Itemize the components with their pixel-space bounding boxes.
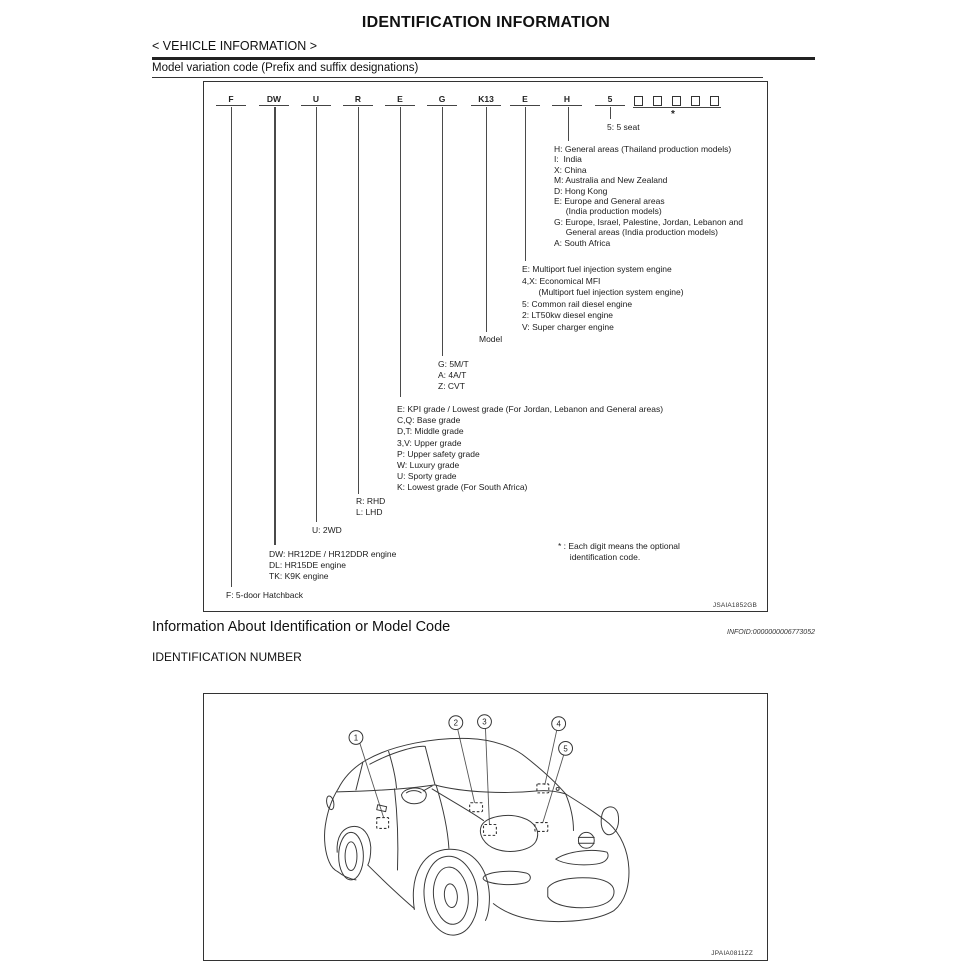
code-seat: 5	[595, 94, 625, 106]
subheading-divider	[152, 77, 763, 78]
info-heading: Information About Identification or Model Code	[152, 619, 451, 635]
tree-line-drive	[316, 107, 317, 522]
tree-line-grade	[400, 107, 401, 397]
legend-engine-type: E: Multiport fuel injection system engine 4,X: Economical MFI (Multiport fuel injection system engine) 5: Common rail diesel engine 2: LT50kw diesel engine V: Super charger engine	[522, 264, 684, 332]
page-title: IDENTIFICATION INFORMATION	[361, 14, 611, 31]
optional-digit-box	[653, 96, 662, 106]
callout-5: 5	[563, 744, 568, 754]
figure-code: JPAIA0811ZZ	[711, 950, 753, 957]
callout-4: 4	[556, 719, 561, 729]
legend-destination: H: General areas (Thailand production models) I: India X: China M: Australia and New Zealand D: Hong Kong E: Europe and General areas (India production models) G: Europe, Israel, Palestine, Jordan, Lebanon and General areas (India production models) A: South Africa	[554, 144, 744, 248]
legend-drive-position: R: RHD L: LHD	[356, 496, 386, 517]
tree-line-handle	[358, 107, 359, 494]
tree-line-destination	[568, 107, 569, 141]
code-transmission: G	[427, 94, 457, 106]
callout-3: 3	[482, 717, 487, 727]
legend-drive: U: 2WD	[312, 525, 342, 535]
infoid-label: INFOID:0000000006773052	[727, 629, 815, 636]
identification-number-heading: IDENTIFICATION NUMBER	[152, 650, 302, 664]
code-model: K13	[471, 94, 501, 106]
asterisk-mark: *	[671, 109, 675, 120]
car-body-outline	[325, 738, 629, 937]
asterisk-note: * : Each digit means the optional identification code.	[558, 541, 680, 562]
code-grade: E	[385, 94, 415, 106]
code-drive: U	[301, 94, 331, 106]
optional-digit-box	[634, 96, 643, 106]
tree-line-engine	[274, 107, 276, 545]
tree-line-fuel	[525, 107, 526, 261]
legend-body-style: F: 5-door Hatchback	[226, 590, 304, 600]
callout-1: 1	[353, 733, 359, 743]
legend-engine-code: DW: HR12DE / HR12DDR engine DL: HR15DE engine TK: K9K engine	[269, 549, 397, 581]
optional-digit-box	[710, 96, 719, 106]
legend-seat: 5: 5 seat	[607, 122, 640, 132]
tree-line-model	[486, 107, 487, 332]
callout-circles	[349, 715, 572, 756]
code-fuel: E	[510, 94, 540, 106]
legend-model: Model	[479, 334, 503, 344]
figure-code: JSAIA1852GB	[712, 602, 757, 609]
legend-grade: E: KPI grade / Lowest grade (For Jordan, Lebanon and General areas) C,Q: Base grade D,T: Middle grade 3,V: Upper grade P: Upper safety grade W: Luxury grade U: Sporty grade K: Lowest grade (For South Africa)	[397, 404, 664, 493]
model-code-figure	[203, 81, 768, 612]
code-body: F	[216, 94, 246, 106]
car-illustration	[204, 694, 764, 957]
callout-leader-lines	[360, 729, 564, 825]
model-variation-heading: Model variation code (Prefix and suffix designations)	[152, 62, 419, 74]
section-divider	[152, 57, 815, 60]
optional-digit-box	[691, 96, 700, 106]
tree-line-transmission	[442, 107, 443, 356]
section-heading: < VEHICLE INFORMATION >	[152, 39, 318, 53]
code-engine: DW	[259, 94, 289, 106]
code-handle: R	[343, 94, 373, 106]
optional-digits-underline	[633, 107, 721, 108]
optional-digit-box	[672, 96, 681, 106]
legend-transmission: G: 5M/T A: 4A/T Z: CVT	[438, 359, 469, 391]
tree-line-seat	[610, 107, 611, 119]
id-number-figure	[203, 693, 768, 961]
code-destination: H	[552, 94, 582, 106]
callout-2: 2	[453, 718, 459, 728]
tree-line-body	[231, 107, 232, 587]
